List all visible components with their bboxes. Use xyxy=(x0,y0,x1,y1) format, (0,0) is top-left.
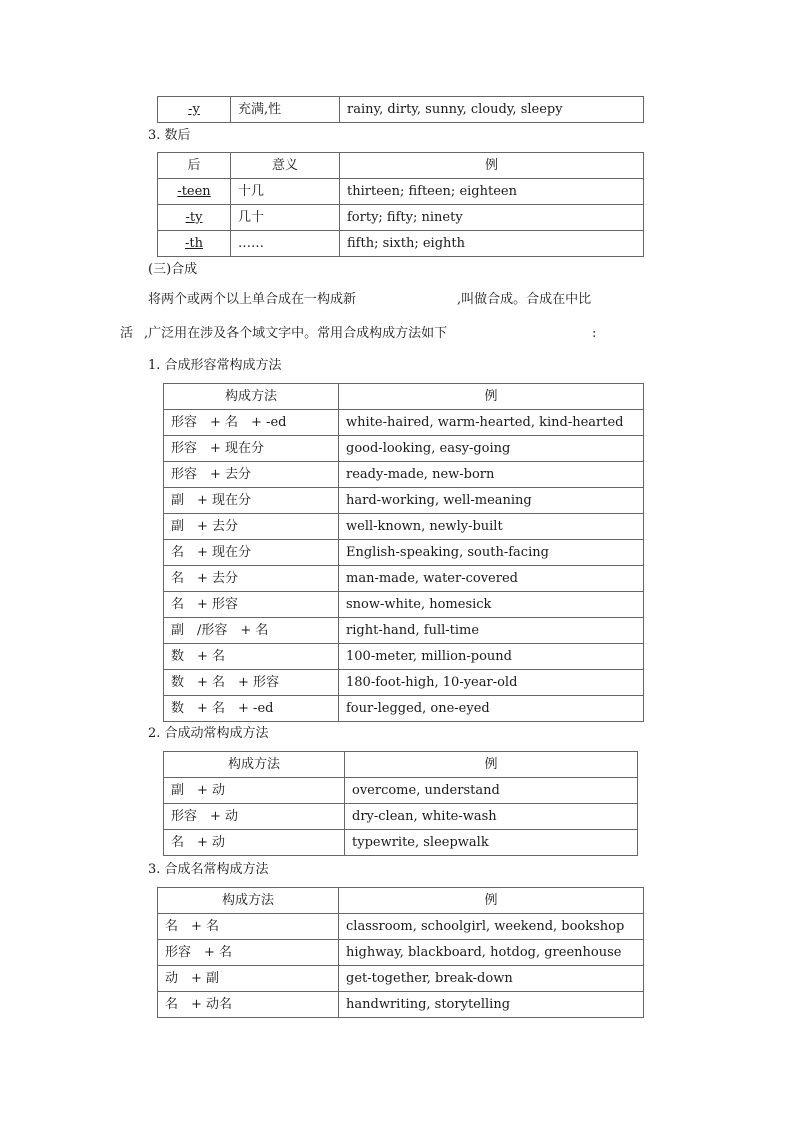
table-row xyxy=(164,644,644,670)
example-cell: get-together, break-down xyxy=(339,966,644,992)
table-row xyxy=(164,462,644,488)
table-header-row xyxy=(164,384,644,410)
meaning-cell: …… xyxy=(231,231,340,257)
table-row xyxy=(164,778,638,804)
suffix-cell: -th xyxy=(158,231,231,257)
example-cell: ready-made, new-born xyxy=(339,462,644,488)
compound-noun-table xyxy=(157,887,644,1018)
section-heading-compound-noun: 3. 合成名常构成方法 xyxy=(148,862,269,877)
method-cell: 数 + 名 + 形容 xyxy=(164,670,339,696)
example-cell: white-haired, warm-hearted, kind-hearted xyxy=(339,410,644,436)
method-cell: 名 + 名 xyxy=(158,914,339,940)
example-cell: man-made, water-covered xyxy=(339,566,644,592)
table-row xyxy=(164,566,644,592)
method-cell: 形容 + 动 xyxy=(164,804,345,830)
suffix-cell: -y xyxy=(158,97,231,123)
table-row xyxy=(164,670,644,696)
header-example: 例 xyxy=(339,888,644,914)
method-cell: 名 + 现在分 xyxy=(164,540,339,566)
example-cell: fifth; sixth; eighth xyxy=(340,231,644,257)
table-header-row xyxy=(164,752,638,778)
example-cell: right-hand, full-time xyxy=(339,618,644,644)
suffix-cell: -ty xyxy=(158,205,231,231)
table-row xyxy=(164,618,644,644)
section-heading-compound-adjective: 1. 合成形容常构成方法 xyxy=(148,358,282,373)
meaning-cell: 十几 xyxy=(231,179,340,205)
example-cell: 180-foot-high, 10-year-old xyxy=(339,670,644,696)
section-heading-numeral-suffix: 3. 数后 xyxy=(148,128,191,143)
table-header-row xyxy=(158,153,644,179)
example-cell: highway, blackboard, hotdog, greenhouse xyxy=(339,940,644,966)
method-cell: 名 + 形容 xyxy=(164,592,339,618)
numeral-suffix-table xyxy=(157,152,644,257)
example-cell: overcome, understand xyxy=(345,778,638,804)
section-heading-compound: (三)合成 xyxy=(148,262,198,277)
table-row xyxy=(164,804,638,830)
table-row xyxy=(164,514,644,540)
example-cell: classroom, schoolgirl, weekend, bookshop xyxy=(339,914,644,940)
header-example: 例 xyxy=(339,384,644,410)
method-cell: 副 /形容 + 名 xyxy=(164,618,339,644)
paragraph-line-1b: ,叫做合成。合成在中比 xyxy=(457,292,592,307)
example-cell: handwriting, storytelling xyxy=(339,992,644,1018)
example-cell: well-known, newly-built xyxy=(339,514,644,540)
example-cell: thirteen; fifteen; eighteen xyxy=(340,179,644,205)
compound-adjective-table xyxy=(163,383,644,722)
example-cell: dry-clean, white-wash xyxy=(345,804,638,830)
paragraph-line-1a: 将两个或两个以上单合成在一构成新 xyxy=(148,292,357,307)
example-cell: 100-meter, million-pound xyxy=(339,644,644,670)
example-cell: good-looking, easy-going xyxy=(339,436,644,462)
example-cell: hard-working, well-meaning xyxy=(339,488,644,514)
paragraph-line-2a: 活 xyxy=(120,326,134,341)
method-cell: 数 + 名 + -ed xyxy=(164,696,339,722)
method-cell: 数 + 名 xyxy=(164,644,339,670)
example-cell: snow-white, homesick xyxy=(339,592,644,618)
table-row xyxy=(164,540,644,566)
paragraph-line-2b: ,广泛用在涉及各个域文字中。常用合成构成方法如下 xyxy=(144,326,448,341)
method-cell: 形容 + 名 xyxy=(158,940,339,966)
example-cell: typewrite, sleepwalk xyxy=(345,830,638,856)
table-row xyxy=(158,179,644,205)
table-row xyxy=(164,410,644,436)
paragraph-line-2c: : xyxy=(592,326,597,341)
example-cell: four-legged, one-eyed xyxy=(339,696,644,722)
example-cell: English-speaking, south-facing xyxy=(339,540,644,566)
meaning-cell: 充满,性 xyxy=(231,97,340,123)
method-cell: 形容 + 名 + -ed xyxy=(164,410,339,436)
header-suffix: 后 xyxy=(158,153,231,179)
header-method: 构成方法 xyxy=(164,752,345,778)
method-cell: 形容 + 现在分 xyxy=(164,436,339,462)
table-row xyxy=(158,97,644,123)
suffix-table-top xyxy=(157,96,644,123)
method-cell: 动 + 副 xyxy=(158,966,339,992)
header-meaning: 意义 xyxy=(231,153,340,179)
method-cell: 副 + 动 xyxy=(164,778,345,804)
example-cell: rainy, dirty, sunny, cloudy, sleepy xyxy=(340,97,644,123)
table-row xyxy=(158,914,644,940)
header-example: 例 xyxy=(345,752,638,778)
compound-verb-table xyxy=(163,751,638,856)
table-row xyxy=(164,696,644,722)
suffix-cell: -teen xyxy=(158,179,231,205)
method-cell: 副 + 去分 xyxy=(164,514,339,540)
method-cell: 名 + 动名 xyxy=(158,992,339,1018)
table-row xyxy=(158,940,644,966)
method-cell: 副 + 现在分 xyxy=(164,488,339,514)
method-cell: 形容 + 去分 xyxy=(164,462,339,488)
header-example: 例 xyxy=(340,153,644,179)
header-method: 构成方法 xyxy=(158,888,339,914)
table-row xyxy=(164,436,644,462)
table-row xyxy=(164,488,644,514)
table-row xyxy=(158,992,644,1018)
table-row xyxy=(158,205,644,231)
table-row xyxy=(164,592,644,618)
example-cell: forty; fifty; ninety xyxy=(340,205,644,231)
method-cell: 名 + 去分 xyxy=(164,566,339,592)
table-row xyxy=(164,830,638,856)
table-row xyxy=(158,231,644,257)
meaning-cell: 几十 xyxy=(231,205,340,231)
header-method: 构成方法 xyxy=(164,384,339,410)
table-row xyxy=(158,966,644,992)
table-header-row xyxy=(158,888,644,914)
method-cell: 名 + 动 xyxy=(164,830,345,856)
section-heading-compound-verb: 2. 合成动常构成方法 xyxy=(148,726,269,741)
